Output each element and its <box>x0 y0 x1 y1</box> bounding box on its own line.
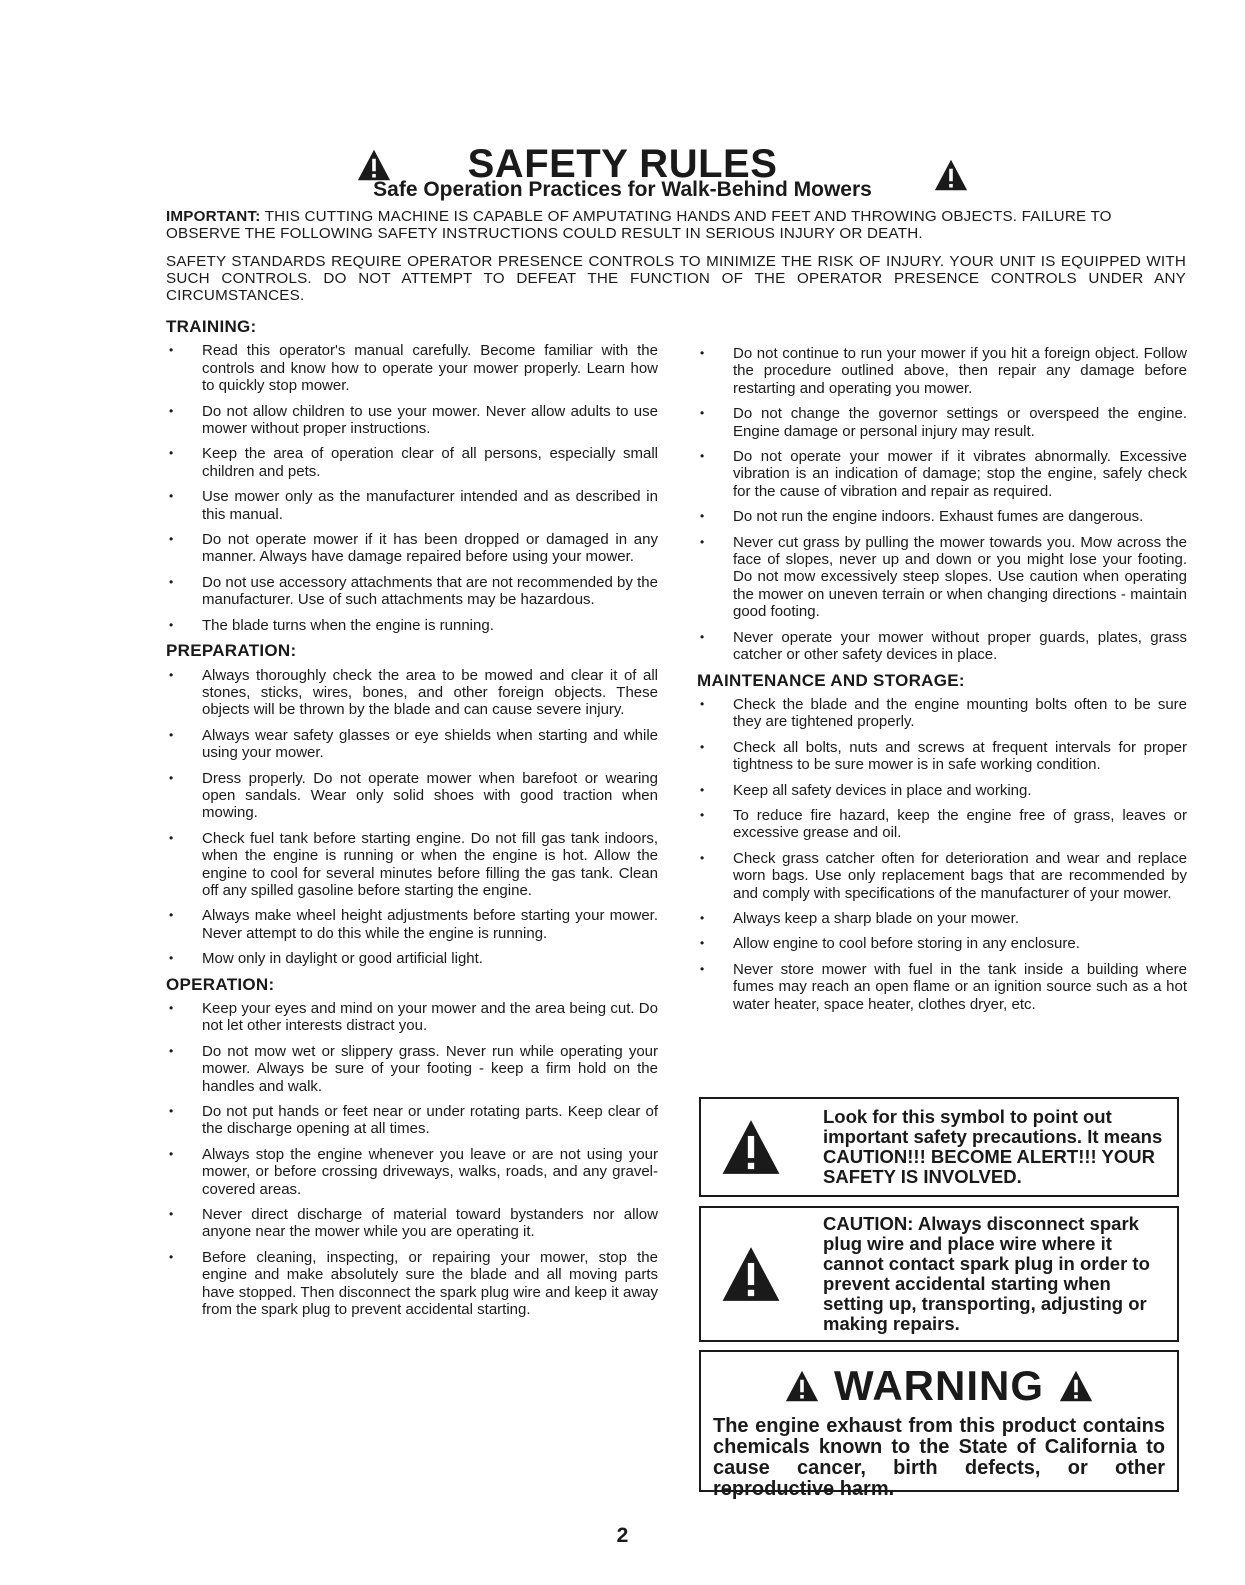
warning-triangle-icon <box>719 1117 783 1177</box>
list-item: • Never cut grass by pulling the mower towards you. Mow across the face of slopes, never up and down or you might lose your footing. Do not mow excessively steep slopes. Use caution when operating the mower on uneven terrain or when changing directions - maintain good footing. <box>697 534 1187 621</box>
list-item: • Do not operate your mower if it vibrates abnormally. Excessive vibration is an indication of damage; stop the engine, safely check for the cause of vibration and repair as required. <box>697 448 1187 500</box>
list-item: • Do not operate mower if it has been dropped or damaged in any manner. Always have damage repaired before using your mower. <box>166 531 658 566</box>
maintenance-heading: MAINTENANCE AND STORAGE: <box>697 670 965 690</box>
page-title: SAFETY RULES <box>467 142 778 186</box>
left-column <box>166 318 658 1327</box>
training-heading: TRAINING: <box>166 317 257 336</box>
list-item: • Do not mow wet or slippery grass. Never run while operating your mower. Always be sure of your footing - keep a firm hold on the handles and walk. <box>166 1043 658 1095</box>
warning-triangle-icon <box>719 1244 783 1304</box>
symbol-notice-text: Look for this symbol to point out important safety precautions. It means CAUTION!!! BECOME ALERT!!! YOUR SAFETY IS INVOLVED. <box>823 1106 1163 1187</box>
list-item: • Never store mower with fuel in the tank inside a building where fumes may reach an open flame or an ignition source such as a hot water heater, space heater, clothes dryer, etc. <box>697 961 1187 1013</box>
list-item: • Do not allow children to use your mower. Never allow adults to use mower without proper instructions. <box>166 403 658 438</box>
important-label: IMPORTANT: <box>166 208 261 225</box>
operation-list <box>166 1000 658 1319</box>
list-item: • Before cleaning, inspecting, or repairing your mower, stop the engine and make absolutely sure the blade and all moving parts have stopped. Then disconnect the spark plug wire and keep it away from the spark plug to prevent accidental starting. <box>166 1249 658 1319</box>
caution-text: CAUTION: Always disconnect spark plug wire and place wire where it cannot contact spark plug in order to prevent accidental starting when setting up, transporting, adjusting or making repairs. <box>823 1213 1150 1334</box>
warning-title: WARNING <box>834 1362 1044 1409</box>
preparation-heading: PREPARATION: <box>166 641 297 661</box>
list-item: • Always make wheel height adjustments before starting your mower. Never attempt to do this while the engine is running. <box>166 907 658 942</box>
list-item: • Always keep a sharp blade on your mower. <box>697 910 1187 927</box>
list-item: • Do not use accessory attachments that are not recommended by the manufacturer. Use of such attachments may be hazardous. <box>166 574 658 609</box>
warning-text: The engine exhaust from this product contains chemicals known to the State of California to cause cancer, birth defects, or other reproductive harm. <box>713 1415 1165 1500</box>
list-item: • Never direct discharge of material toward bystanders nor allow anyone near the mower while you are operating it. <box>166 1206 658 1241</box>
list-item: • Check the blade and the engine mounting bolts often to be sure they are tightened properly. <box>697 696 1187 731</box>
page-subtitle: Safe Operation Practices for Walk-Behind Mowers <box>373 178 872 201</box>
list-item: • Always wear safety glasses or eye shields when starting and while using your mower. <box>166 727 658 762</box>
caution-box <box>699 1206 1179 1342</box>
preparation-list <box>166 667 658 968</box>
standards-notice: SAFETY STANDARDS REQUIRE OPERATOR PRESENCE CONTROLS TO MINIMIZE THE RISK OF INJURY. YOUR UNIT IS EQUIPPED WITH SUCH CONTROLS. DO NOT ATTEMPT TO DEFEAT THE FUNCTION OF THE OPERATOR PRESENCE CONTROLS UNDER ANY CIRCUMSTANCES. <box>166 253 1186 304</box>
important-text: THIS CUTTING MACHINE IS CAPABLE OF AMPUTATING HANDS AND FEET AND THROWING OBJECTS. FAILURE TO OBSERVE THE FOLLOWING SAFETY INSTRUCTIONS COULD RESULT IN SERIOUS INJURY OR DEATH. <box>166 208 1112 242</box>
list-item: • Allow engine to cool before storing in any enclosure. <box>697 935 1187 952</box>
operation-continued-list <box>697 345 1187 664</box>
list-item: • Always thoroughly check the area to be mowed and clear it of all stones, sticks, wires, bones, and other foreign objects. These objects will be thrown by the blade and can cause severe injury. <box>166 667 658 719</box>
list-item: • Do not change the governor settings or overspeed the engine. Engine damage or personal injury may result. <box>697 405 1187 440</box>
list-item: • Do not put hands or feet near or under rotating parts. Keep clear of the discharge opening at all times. <box>166 1103 658 1138</box>
operation-heading: OPERATION: <box>166 974 275 994</box>
list-item: • Do not run the engine indoors. Exhaust fumes are dangerous. <box>697 508 1187 525</box>
list-item: • Dress properly. Do not operate mower when barefoot or wearing open sandals. Wear only solid shoes with good traction when mowing. <box>166 770 658 822</box>
page-number: 2 <box>616 1524 629 1547</box>
symbol-notice-box <box>699 1097 1179 1197</box>
list-item: • Keep the area of operation clear of all persons, especially small children and pets. <box>166 445 658 480</box>
list-item: • Mow only in daylight or good artificial light. <box>166 950 658 967</box>
list-item: • Read this operator's manual carefully. Become familiar with the controls and know how to operate your mower properly. Learn how to quickly stop mower. <box>166 342 658 394</box>
subtitle-row <box>0 178 1245 206</box>
warning-triangle-icon <box>1058 1369 1094 1403</box>
warning-header <box>701 1362 1177 1410</box>
list-item: • Use mower only as the manufacturer intended and as described in this manual. <box>166 488 658 523</box>
list-item: • Check fuel tank before starting engine. Do not fill gas tank indoors, when the engine is running or when the engine is hot. Allow the engine to cool for several minutes before filling the gas tank. Clean off any spilled gasoline before starting the engine. <box>166 830 658 900</box>
list-item: • Do not continue to run your mower if you hit a foreign object. Follow the procedure outlined above, then repair any damage before restarting and operating you mower. <box>697 345 1187 397</box>
list-item: • Keep all safety devices in place and working. <box>697 782 1187 799</box>
warning-box <box>699 1350 1179 1500</box>
list-item: • Check grass catcher often for deterioration and wear and replace worn bags. Use only replacement bags that are recommended by and comply with specifications of the manufacturer of your mower. <box>697 850 1187 902</box>
list-item: • Check all bolts, nuts and screws at frequent intervals for proper tightness to be sure mower is in safe working condition. <box>697 739 1187 774</box>
training-list <box>166 342 658 634</box>
list-item: • Never operate your mower without proper guards, plates, grass catcher or other safety devices in place. <box>697 629 1187 664</box>
right-column <box>697 345 1187 1021</box>
important-notice <box>166 208 1186 242</box>
list-item: • Always stop the engine whenever you leave or are not using your mower, or before crossing driveways, walks, roads, and any gravel-covered areas. <box>166 1146 658 1198</box>
list-item: • The blade turns when the engine is running. <box>166 617 658 634</box>
list-item: • To reduce fire hazard, keep the engine free of grass, leaves or excessive grease and oil. <box>697 807 1187 842</box>
warning-triangle-icon <box>784 1369 820 1403</box>
maintenance-list <box>697 696 1187 1013</box>
list-item: • Keep your eyes and mind on your mower and the area being cut. Do not let other interests distract you. <box>166 1000 658 1035</box>
